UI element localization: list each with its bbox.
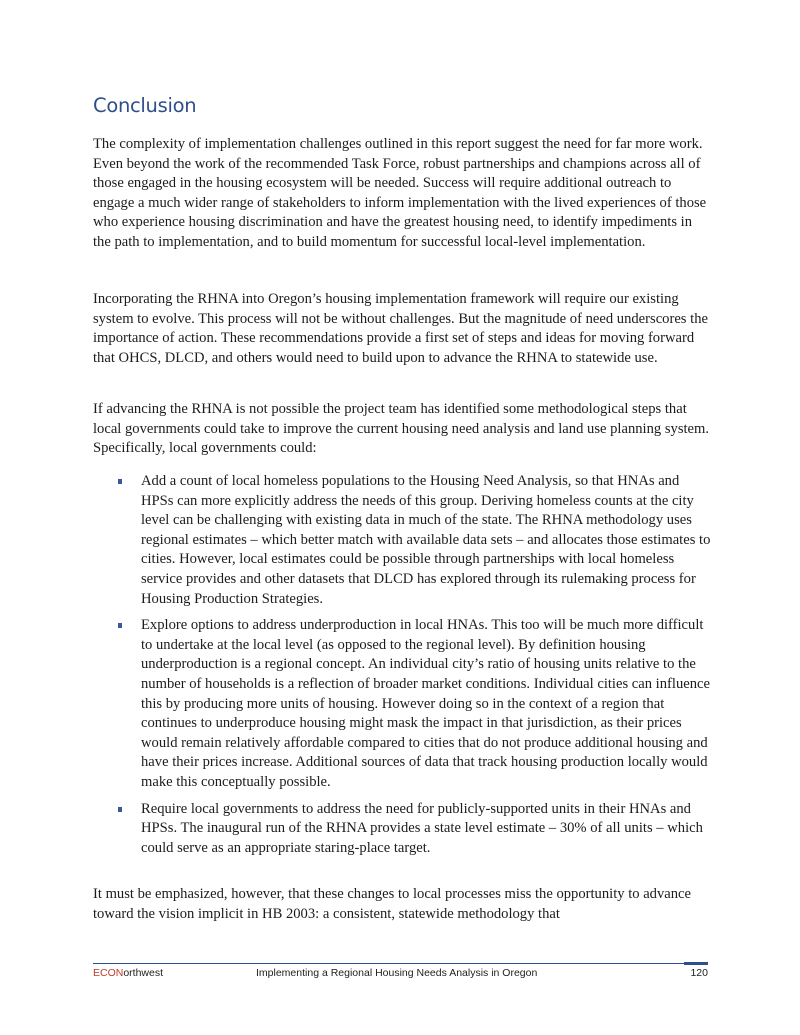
footer-divider bbox=[93, 963, 708, 964]
page-number: 120 bbox=[690, 967, 708, 979]
paragraph-2: Incorporating the RHNA into Oregon’s housing implementation framework will require our existing system to evolve. This process will not be without challenges. But the magnitude of need underscores the importance of action. These recommendations provide a first set of steps and ideas for moving forward that OHCS, DLCD, and others would need to build upon to advance the RHNA to statewide use. bbox=[93, 291, 708, 366]
footer-brand bbox=[93, 967, 163, 979]
list-item-text: Add a count of local homeless populations to the Housing Need Analysis, so that HNAs and HPSs can more explicitly address the needs of this group. Deriving homeless counts at the city level can be challenging with existing data in much of the state. The RHNA methodology uses regional estimates – which better match with available data sets – and allocates those estimates to cities. However, local estimates could be possible through partnerships with local homeless service provides and other datasets that DLCD has explored through its rulemaking process for Housing Production Strategies. bbox=[141, 473, 711, 607]
list-item bbox=[93, 616, 713, 792]
paragraph-3: If advancing the RHNA is not possible the project team has identified some methodological steps that local governments could take to improve the current housing need analysis and land use planning system. Specifically, local governments could: bbox=[93, 401, 710, 457]
section-heading: Conclusion bbox=[93, 94, 197, 117]
list-item-text: Require local governments to address the need for publicly-supported units in their HNAs and HPSs. The inaugural run of the RHNA provides a state level estimate – 30% of all units – which could serve as an appropriate staring-place target. bbox=[141, 800, 703, 856]
square-bullet-icon bbox=[118, 807, 122, 812]
page-footer bbox=[93, 967, 708, 981]
list-item-text: Explore options to address underproduction in local HNAs. This too will be much more difficult to undertake at the local level (as opposed to the regional level). By definition housing underproduction is a regional concept. An individual city’s ratio of housing units relative to the number of households is a reflection of broader market conditions. Individual cities can influence this by producing more units of housing. However doing so in the context of a region that continues to underproduce housing might mask the impact in that jurisdiction, as their prices would remain relatively affordable compared to cities that do not produce additional housing and have their prices increase. Additional sources of data that track housing production locally would make this conceptually possible. bbox=[141, 617, 710, 790]
brand-rest: orthwest bbox=[123, 967, 164, 979]
footer-divider-accent bbox=[684, 962, 708, 965]
square-bullet-icon bbox=[118, 623, 122, 628]
brand-econ: ECON bbox=[93, 967, 124, 979]
closing-paragraph: It must be emphasized, however, that these changes to local processes miss the opportunity to advance toward the vision implicit in HB 2003: a consistent, statewide methodology that bbox=[93, 886, 691, 922]
paragraph-1: The complexity of implementation challenges outlined in this report suggest the need for far more work. Even beyond the work of the recommended Task Force, robust partnerships and champions across all of those engaged in the housing ecosystem will be needed. Success will require additional outreach to engage a much wider range of stakeholders to inform implementation with the lived experiences of those who experience housing discrimination and have the greatest housing need, to identify impediments in the path to implementation, and to build momentum for successful local-level implementation. bbox=[93, 136, 707, 250]
footer-report-title: Implementing a Regional Housing Needs Analysis in Oregon bbox=[256, 967, 538, 979]
recommendation-list bbox=[93, 472, 713, 865]
square-bullet-icon bbox=[118, 479, 122, 484]
list-item bbox=[93, 800, 713, 859]
list-item bbox=[93, 472, 713, 609]
